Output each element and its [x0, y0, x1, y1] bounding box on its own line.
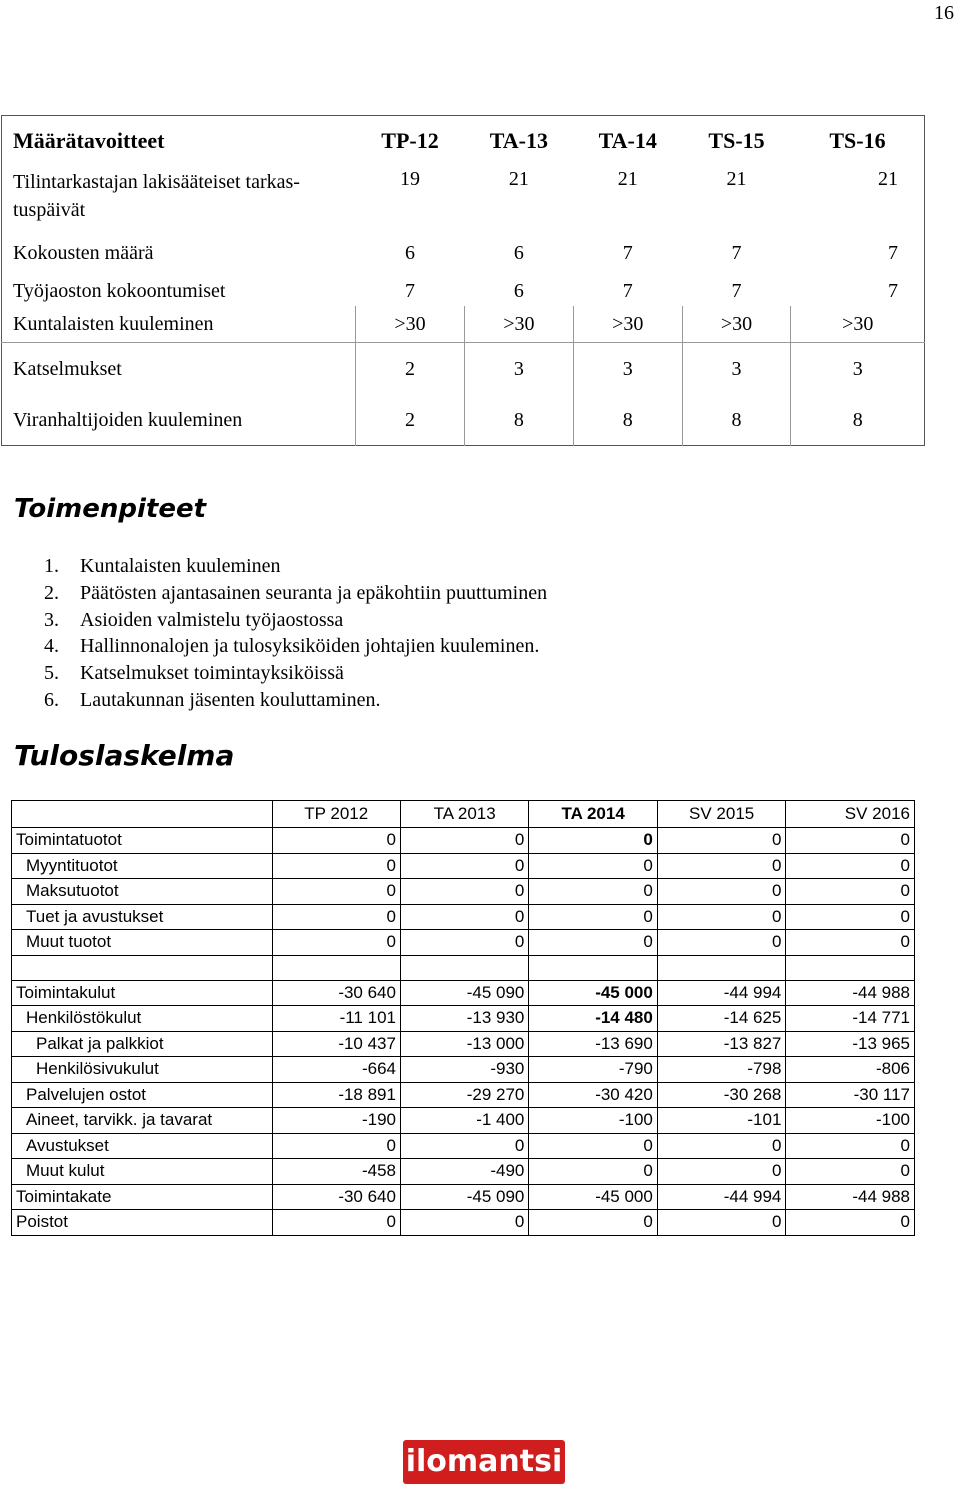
- table-row: [12, 980, 915, 1006]
- value-cell: -1 400: [400, 1108, 528, 1134]
- value-cell: -13 930: [400, 1006, 528, 1032]
- row-label: Toimintakulut: [12, 980, 273, 1006]
- goals-cell: 21: [508, 168, 529, 190]
- goals-cell: 7: [888, 241, 898, 264]
- goals-cell: 2: [356, 395, 465, 446]
- goals-cell: 8: [464, 395, 573, 446]
- table-row: [12, 904, 915, 930]
- goals-cell: 8: [573, 395, 682, 446]
- goals-cell: 19: [400, 168, 421, 190]
- value-cell: -18 891: [272, 1082, 400, 1108]
- goals-header-row: [2, 116, 925, 167]
- value-cell: 0: [272, 828, 400, 854]
- empty-cell: [529, 955, 657, 980]
- goals-cell: 7: [405, 279, 416, 302]
- table-row: [12, 879, 915, 905]
- income-header-ta2013: TA 2013: [400, 801, 528, 828]
- logo-text: ilomantsi: [405, 1444, 563, 1479]
- goals-header-ts15: TS-15: [708, 128, 765, 153]
- value-cell: 0: [400, 879, 528, 905]
- value-cell: -490: [400, 1159, 528, 1185]
- goals-cell: >30: [791, 306, 925, 343]
- value-cell: 0: [786, 1133, 915, 1159]
- value-cell: 0: [657, 853, 786, 879]
- row-label: Tuet ja avustukset: [12, 904, 273, 930]
- income-statement-table: [11, 800, 915, 1236]
- empty-cell: [400, 955, 528, 980]
- income-header-ta2014: TA 2014: [529, 801, 657, 828]
- value-cell: 0: [272, 853, 400, 879]
- value-cell: -458: [272, 1159, 400, 1185]
- table-row: [12, 1057, 915, 1083]
- value-cell: -30 640: [272, 980, 400, 1006]
- goals-cell: 21: [878, 168, 898, 190]
- goals-cell: 2: [356, 343, 465, 396]
- goals-row: [2, 343, 925, 396]
- table-row: [12, 1133, 915, 1159]
- table-row: [12, 853, 915, 879]
- row-label: Avustukset: [12, 1133, 273, 1159]
- value-cell: 0: [786, 853, 915, 879]
- value-cell: 0: [786, 930, 915, 956]
- value-cell: 0: [272, 930, 400, 956]
- value-cell: 0: [529, 930, 657, 956]
- goals-header-ta13: TA-13: [489, 128, 548, 153]
- row-label: Henkilösivukulut: [12, 1057, 273, 1083]
- goals-cell: >30: [573, 306, 682, 343]
- value-cell: -100: [529, 1108, 657, 1134]
- income-header-sv2016: SV 2016: [786, 801, 915, 828]
- value-cell: -13 000: [400, 1031, 528, 1057]
- value-cell: -45 090: [400, 1184, 528, 1210]
- value-cell: -100: [786, 1108, 915, 1134]
- value-cell: -30 640: [272, 1184, 400, 1210]
- value-cell: -190: [272, 1108, 400, 1134]
- goals-row: [2, 230, 925, 276]
- value-cell: 0: [657, 1210, 786, 1236]
- goals-cell: 8: [791, 395, 925, 446]
- value-cell: 0: [272, 1210, 400, 1236]
- row-label: Palkat ja palkkiot: [12, 1031, 273, 1057]
- goals-row-label: Kokousten määrä: [13, 241, 154, 264]
- goals-row-label: Työjaoston kokoontumiset: [13, 279, 226, 302]
- goals-row: [2, 306, 925, 343]
- list-item: 2. Päätösten ajantasainen seuranta ja epäkohtiin puuttuminen: [44, 581, 548, 604]
- value-cell: -14 625: [657, 1006, 786, 1032]
- goals-cell: 7: [622, 241, 633, 264]
- goals-header-ts16: TS-16: [829, 128, 886, 153]
- goals-cell: 7: [888, 279, 898, 302]
- row-label: Toimintakate: [12, 1184, 273, 1210]
- table-row: [12, 930, 915, 956]
- value-cell: 0: [786, 1210, 915, 1236]
- value-cell: 0: [657, 828, 786, 854]
- value-cell: -29 270: [400, 1082, 528, 1108]
- value-cell: -798: [657, 1057, 786, 1083]
- goals-cell: 8: [682, 395, 791, 446]
- goals-cell: >30: [464, 306, 573, 343]
- income-header-row: [12, 801, 915, 828]
- goals-cell: 3: [791, 343, 925, 396]
- value-cell: 0: [400, 853, 528, 879]
- empty-cell: [786, 955, 915, 980]
- goals-cell: 3: [682, 343, 791, 396]
- value-cell: 0: [529, 1133, 657, 1159]
- goals-row-label: Kuntalaisten kuuleminen: [2, 306, 356, 343]
- row-label: Palvelujen ostot: [12, 1082, 273, 1108]
- value-cell: 0: [786, 1159, 915, 1185]
- empty-cell: [657, 955, 786, 980]
- goals-cell: 21: [617, 168, 638, 190]
- value-cell: 0: [786, 904, 915, 930]
- value-cell: 0: [529, 1210, 657, 1236]
- value-cell: 0: [529, 879, 657, 905]
- table-row: [12, 1159, 915, 1185]
- row-label: Myyntituotot: [12, 853, 273, 879]
- value-cell: -45 090: [400, 980, 528, 1006]
- value-cell: 0: [657, 879, 786, 905]
- row-label: Aineet, tarvikk. ja tavarat: [12, 1108, 273, 1134]
- value-cell: -30 420: [529, 1082, 657, 1108]
- value-cell: 0: [400, 828, 528, 854]
- goals-header-ta14: TA-14: [598, 128, 657, 153]
- value-cell: 0: [272, 879, 400, 905]
- value-cell: -44 994: [657, 1184, 786, 1210]
- income-statement-title: Tuloslaskelma: [14, 739, 235, 772]
- list-item: 3. Asioiden valmistelu työjaostossa: [44, 608, 344, 631]
- goals-cell: 7: [731, 241, 742, 264]
- value-cell: -13 690: [529, 1031, 657, 1057]
- measures-list: [44, 553, 547, 714]
- value-cell: 0: [529, 1159, 657, 1185]
- value-cell: 0: [786, 879, 915, 905]
- income-header-sv2015: SV 2015: [657, 801, 786, 828]
- value-cell: 0: [400, 1133, 528, 1159]
- value-cell: 0: [529, 853, 657, 879]
- value-cell: 0: [272, 904, 400, 930]
- value-cell: -11 101: [272, 1006, 400, 1032]
- value-cell: -10 437: [272, 1031, 400, 1057]
- table-row: [12, 1184, 915, 1210]
- table-row-spacer: [12, 955, 915, 980]
- goals-cell: >30: [356, 306, 465, 343]
- value-cell: -14 771: [786, 1006, 915, 1032]
- value-cell: 0: [272, 1133, 400, 1159]
- goals-header-label: Määrätavoitteet: [13, 128, 165, 153]
- table-row: [12, 1108, 915, 1134]
- measures-title: Toimenpiteet: [14, 494, 207, 524]
- list-item: 4. Hallinnonalojen ja tulosyksiköiden johtajien kuuleminen.: [44, 635, 540, 658]
- goals-cell: 7: [731, 279, 742, 302]
- list-item: 6. Lautakunnan jäsenten kouluttaminen.: [44, 688, 381, 711]
- value-cell: -664: [272, 1057, 400, 1083]
- goals-cell: 6: [513, 241, 524, 264]
- table-row: [12, 1006, 915, 1032]
- value-cell: 0: [400, 1210, 528, 1236]
- table-row: [12, 828, 915, 854]
- row-label: Maksutuotot: [12, 879, 273, 905]
- value-cell: 0: [529, 828, 657, 854]
- list-item: 1. Kuntalaisten kuuleminen: [44, 555, 281, 577]
- goals-cell: >30: [682, 306, 791, 343]
- row-label: Muut tuotot: [12, 930, 273, 956]
- value-cell: -13 965: [786, 1031, 915, 1057]
- income-header-label: [12, 801, 273, 828]
- value-cell: -44 988: [786, 1184, 915, 1210]
- value-cell: -45 000: [529, 1184, 657, 1210]
- value-cell: 0: [400, 904, 528, 930]
- table-row: [12, 1082, 915, 1108]
- value-cell: 0: [657, 1133, 786, 1159]
- goals-cell: 7: [622, 279, 633, 302]
- value-cell: -13 827: [657, 1031, 786, 1057]
- goals-cell: 6: [513, 279, 524, 302]
- goals-table: [1, 115, 925, 446]
- row-label: Toimintatuotot: [12, 828, 273, 854]
- goals-row: [2, 395, 925, 446]
- goals-row-label: Katselmukset: [13, 357, 122, 380]
- value-cell: -806: [786, 1057, 915, 1083]
- value-cell: -30 117: [786, 1082, 915, 1108]
- goals-cell: 6: [405, 241, 416, 264]
- value-cell: 0: [657, 930, 786, 956]
- value-cell: -790: [529, 1057, 657, 1083]
- value-cell: 0: [786, 828, 915, 854]
- value-cell: 0: [529, 904, 657, 930]
- goals-header-tp12: TP-12: [381, 128, 439, 153]
- value-cell: -45 000: [529, 980, 657, 1006]
- goals-row: [2, 166, 925, 230]
- page-number: 16: [934, 2, 954, 24]
- goals-cell: 21: [726, 168, 747, 190]
- income-body: [12, 828, 915, 1236]
- value-cell: 0: [400, 930, 528, 956]
- value-cell: 0: [657, 904, 786, 930]
- empty-cell: [12, 955, 273, 980]
- value-cell: 0: [657, 1159, 786, 1185]
- value-cell: -44 988: [786, 980, 915, 1006]
- goals-cell: 3: [464, 343, 573, 396]
- list-item: 5. Katselmukset toimintayksiköissä: [44, 662, 344, 685]
- value-cell: -101: [657, 1108, 786, 1134]
- income-header-tp2012: TP 2012: [272, 801, 400, 828]
- row-label: Henkilöstökulut: [12, 1006, 273, 1032]
- empty-cell: [272, 955, 400, 980]
- goals-row-label: Tilintarkastajan lakisääteiset tarkas- tuspäivät: [13, 171, 300, 221]
- row-label: Poistot: [12, 1210, 273, 1236]
- goals-row-label: Viranhaltijoiden kuuleminen: [13, 408, 243, 431]
- table-row: [12, 1031, 915, 1057]
- value-cell: -14 480: [529, 1006, 657, 1032]
- ilomantsi-logo: [403, 1440, 565, 1484]
- value-cell: -44 994: [657, 980, 786, 1006]
- table-row: [12, 1210, 915, 1236]
- row-label: Muut kulut: [12, 1159, 273, 1185]
- value-cell: -930: [400, 1057, 528, 1083]
- goals-row: [2, 276, 925, 306]
- value-cell: -30 268: [657, 1082, 786, 1108]
- goals-cell: 3: [573, 343, 682, 396]
